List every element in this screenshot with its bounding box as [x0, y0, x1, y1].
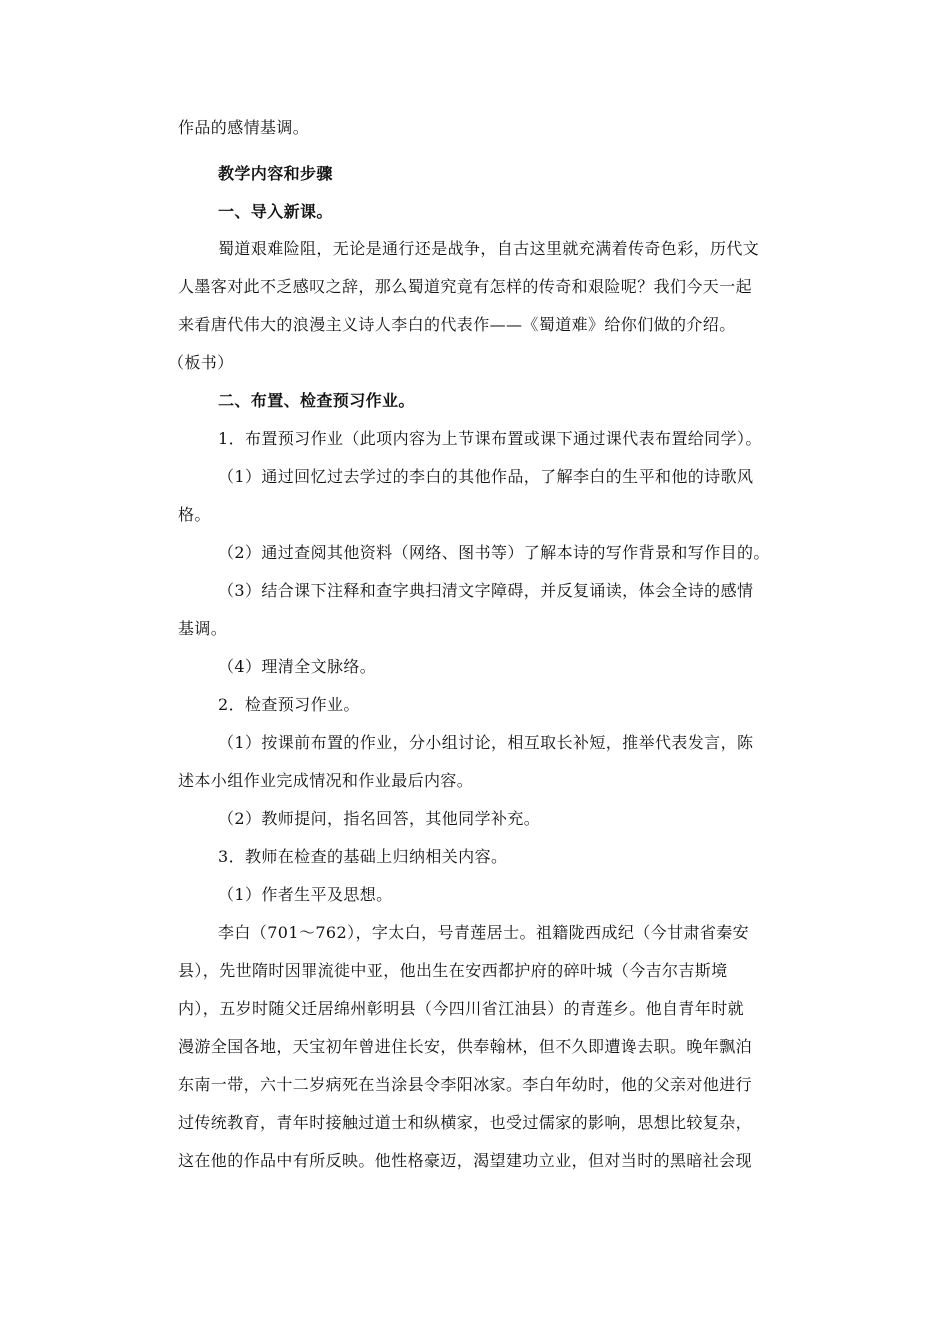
- section-heading-intro: 一、导入新课。: [218, 202, 333, 221]
- text-line-28: 这在他的作品中有所反映。他性格豪迈，渴望建功立业，但对当时的黑暗社会现: [178, 1151, 753, 1170]
- section-heading-homework: 二、布置、检查预习作业。: [218, 391, 415, 410]
- text-line-5: 人墨客对此不乏感叹之辞，那么蜀道究竟有怎样的传奇和艰险呢？我们今天一起: [178, 277, 753, 296]
- text-line-1: 作品的感情基调。: [178, 118, 310, 137]
- text-line-4: 蜀道艰难险阻，无论是通行还是战争，自古这里就充满着传奇色彩，历代文: [218, 239, 760, 258]
- text-line-15: （4）理清全文脉络。: [218, 657, 377, 676]
- text-line-21: （1）作者生平及思想。: [218, 885, 393, 904]
- text-line-18: 述本小组作业完成情况和作业最后内容。: [178, 771, 474, 790]
- text-line-10: （1）通过回忆过去学过的李白的其他作品，了解李白的生平和他的诗歌风: [218, 467, 754, 486]
- text-line-6: 来看唐代伟大的浪漫主义诗人李白的代表作——《蜀道难》给你们做的介绍。: [178, 315, 736, 334]
- text-line-23: 县），先世隋时因罪流徙中亚，他出生在安西都护府的碎叶城（今吉尔吉斯境: [178, 961, 728, 980]
- text-line-27: 过传统教育，青年时接触过道士和纵横家，也受过儒家的影响，思想比较复杂，: [178, 1113, 753, 1132]
- text-line-7: （板书）: [168, 353, 234, 372]
- text-line-13: （3）结合课下注释和查字典扫清文字障碍，并反复诵读，体会全诗的感情: [218, 581, 754, 600]
- text-line-17: （1）按课前布置的作业，分小组讨论，相互取长补短，推举代表发言，陈: [218, 733, 754, 752]
- text-line-14: 基调。: [178, 619, 228, 638]
- text-line-25: 漫游全国各地，天宝初年曾进住长安，供奉翰林，但不久即遭谗去职。晚年飘泊: [178, 1037, 753, 1056]
- text-line-9: 1．布置预习作业（此项内容为上节课布置或课下通过课代表布置给同学）。: [218, 429, 762, 448]
- section-heading-teaching-steps: 教学内容和步骤: [218, 164, 333, 183]
- text-line-24: 内），五岁时随父迁居绵州彰明县（今四川省江油县）的青莲乡。他自青年时就: [178, 999, 745, 1018]
- text-line-12: （2）通过查阅其他资料（网络、图书等）了解本诗的写作背景和写作目的。: [218, 543, 770, 562]
- text-line-19: （2）教师提问，指名回答，其他同学补充。: [218, 809, 541, 828]
- text-line-20: 3．教师在检查的基础上归纳相关内容。: [218, 847, 508, 866]
- text-line-16: 2．检查预习作业。: [218, 695, 360, 714]
- text-line-22: 李白（701～762），字太白，号青莲居士。祖籍陇西成纪（今甘肃省秦安: [218, 923, 750, 942]
- text-line-11: 格。: [178, 505, 211, 524]
- text-line-26: 东南一带，六十二岁病死在当涂县令李阳冰家。李白年幼时，他的父亲对他进行: [178, 1075, 753, 1094]
